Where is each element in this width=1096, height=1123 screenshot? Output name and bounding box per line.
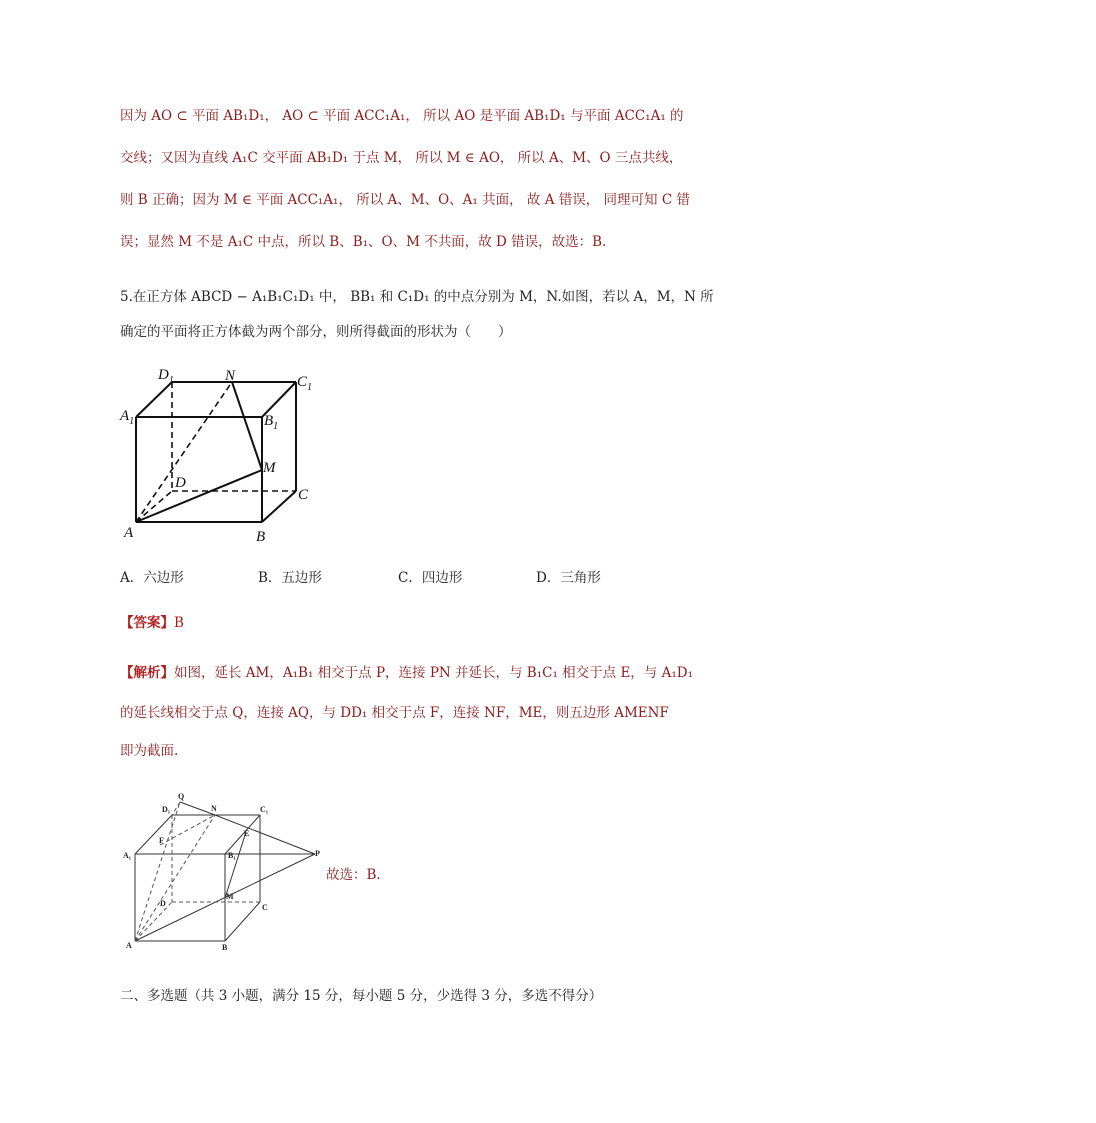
explanation-line-4: 误；显然 M 不是 A₁C 中点，所以 B、B₁、O、M 不共面，故 D 错误，故选：B.: [120, 234, 607, 250]
fig2-label-A1: A₁: [123, 851, 132, 860]
explanation-line-2: 交线；又因为直线 A₁C 交平面 AB₁D₁ 于点 M， 所以 M ∈ AO， 所以 A、M、O 三点共线，: [120, 150, 683, 166]
section-2-heading: 二、多选题（共 3 小题，满分 15 分，每小题 5 分，少选得 3 分，多选不得分）: [120, 988, 603, 1004]
conclusion: 故选：B.: [326, 867, 381, 883]
fig2-label-C1: C₁: [260, 805, 269, 814]
fig2-label-D1: D₁: [162, 805, 171, 814]
question-5-line-2: 确定的平面将正方体截为两个部分，则所得截面的形状为（ ）: [120, 324, 512, 340]
fig2-label-M: M: [226, 892, 234, 901]
explanation-line-3: 则 B 正确；因为 M ∈ 平面 ACC₁A₁， 所以 A、M、O、A₁ 共面， 故 A 错误， 同理可知 C 错: [120, 192, 690, 208]
label-C1: $C_1$: [297, 374, 313, 393]
answer-line: [120, 613, 680, 633]
fig2-label-F: F: [159, 836, 164, 845]
option-a: A．六边形: [120, 570, 184, 586]
fig2-label-N: N: [211, 804, 217, 813]
fig2-label-D: D: [160, 899, 166, 908]
option-d: D．三角形: [536, 570, 601, 586]
analysis-tag: 【解析】: [120, 665, 174, 681]
label-N: N: [225, 368, 236, 384]
analysis-line-2: 的延长线相交于点 Q，连接 AQ，与 DD₁ 相交于点 F，连接 NF，ME，则五边形 AMENF: [120, 705, 669, 721]
label-D: D: [175, 475, 186, 491]
fig2-label-B: B: [222, 943, 228, 952]
label-M: M: [263, 460, 276, 476]
answer-value: B: [174, 615, 184, 631]
label-C: C: [298, 487, 309, 503]
analysis-line-1: [120, 663, 693, 683]
question-5-line-1: 5.在正方体 ABCD − A₁B₁C₁D₁ 中， BB₁ 和 C₁D₁ 的中点分别为 M，N.如图，若以 A，M，N 所: [120, 289, 714, 305]
fig2-label-E: E: [244, 829, 250, 838]
option-c: C．四边形: [398, 570, 463, 586]
cube-figure: [118, 362, 318, 552]
label-B: B: [256, 529, 266, 545]
fig2-label-B1: B₁: [228, 851, 236, 860]
fig2-label-P: P: [315, 849, 320, 858]
label-D1: $D_1$: [158, 367, 174, 386]
fig2-label-Q: Q: [178, 792, 185, 801]
label-A1: $A_1$: [120, 408, 135, 427]
fig2-label-C: C: [262, 903, 268, 912]
fig2-label-A: A: [126, 941, 132, 950]
option-b: B．五边形: [258, 570, 322, 586]
answer-tag: 【答案】: [120, 615, 174, 631]
label-A: A: [124, 525, 134, 541]
analysis-line-3: 即为截面.: [120, 743, 179, 759]
analysis-text-1: 如图，延长 AM，A₁B₁ 相交于点 P，连接 PN 并延长，与 B₁C₁ 相交于点 E，与 A₁D₁: [174, 665, 693, 681]
label-B1: $B_1$: [264, 413, 279, 432]
explanation-line-1: 因为 AO ⊂ 平面 AB₁D₁， AO ⊂ 平面 ACC₁A₁， 所以 AO 是平面 AB₁D₁ 与平面 ACC₁A₁ 的: [120, 108, 684, 124]
section-figure: [118, 792, 328, 956]
